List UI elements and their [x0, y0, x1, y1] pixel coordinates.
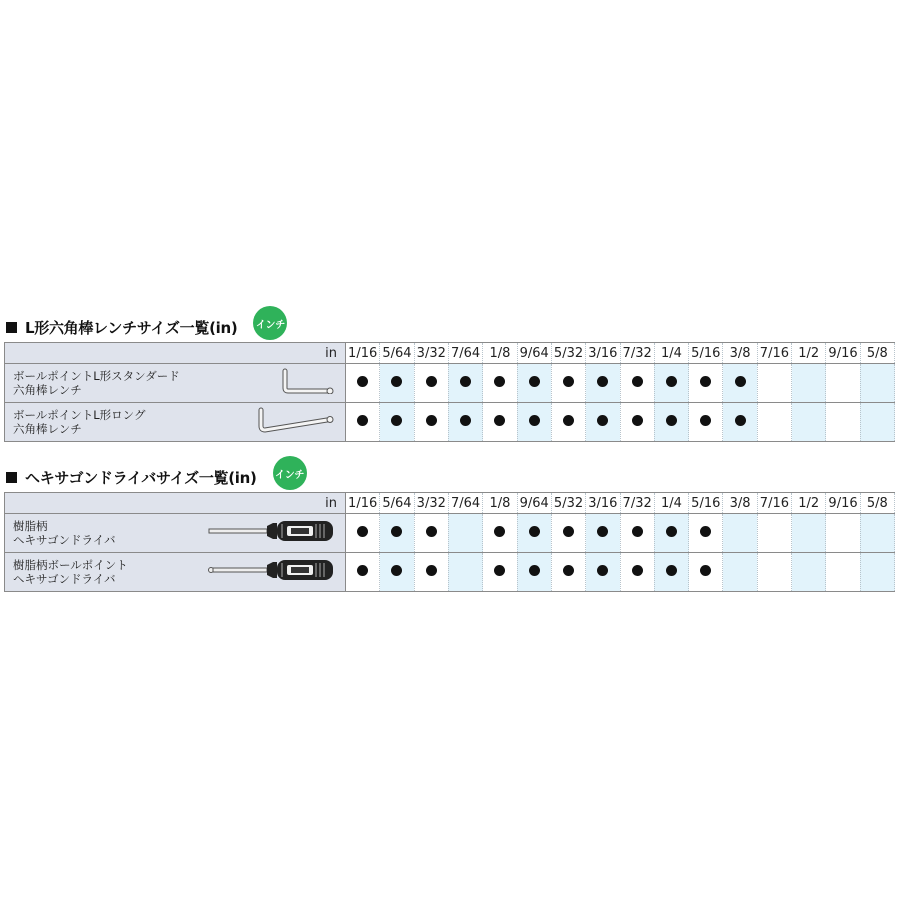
availability-cell	[346, 553, 380, 592]
availability-cell	[723, 553, 757, 592]
available-dot-icon	[597, 415, 608, 426]
availability-cell	[448, 553, 482, 592]
available-dot-icon	[666, 415, 677, 426]
size-header-cell: 9/64	[517, 493, 551, 514]
size-header-cell: 3/16	[586, 493, 620, 514]
product-row	[5, 364, 895, 403]
inch-badge: インチ	[273, 456, 307, 490]
product-name	[13, 519, 115, 547]
size-header-cell: 1/8	[483, 343, 517, 364]
product-name-line2: ヘキサゴンドライバ	[13, 572, 116, 586]
size-header-cell: 3/32	[414, 343, 448, 364]
size-header-cell: 7/16	[757, 493, 791, 514]
size-header-cell: 1/8	[483, 493, 517, 514]
size-table	[4, 342, 895, 442]
unit-label: in	[5, 343, 346, 364]
size-header-cell: 1/2	[792, 343, 826, 364]
available-dot-icon	[494, 415, 505, 426]
size-header-row	[5, 493, 895, 514]
section-title-text: L形六角棒レンチサイズ一覧(in)	[25, 318, 238, 337]
availability-cell	[723, 514, 757, 553]
size-header-cell: 7/64	[448, 493, 482, 514]
hex-screwdriver-icon	[207, 518, 337, 548]
availability-cell	[517, 403, 551, 442]
availability-cell	[586, 514, 620, 553]
available-dot-icon	[632, 526, 643, 537]
l-wrench-standard-icon	[279, 368, 337, 398]
size-header-cell: 1/4	[654, 343, 688, 364]
availability-cell	[689, 553, 723, 592]
square-bullet-icon	[6, 322, 17, 333]
availability-cell	[346, 364, 380, 403]
availability-cell	[517, 514, 551, 553]
available-dot-icon	[357, 526, 368, 537]
size-header-cell: 5/16	[689, 343, 723, 364]
product-name-line2: ヘキサゴンドライバ	[13, 533, 116, 547]
availability-cell	[448, 514, 482, 553]
size-header-cell: 1/16	[346, 343, 380, 364]
available-dot-icon	[563, 376, 574, 387]
product-name	[13, 558, 128, 586]
availability-cell	[654, 514, 688, 553]
available-dot-icon	[426, 526, 437, 537]
availability-cell	[654, 403, 688, 442]
product-name	[13, 369, 180, 397]
product-name-line2: 六角棒レンチ	[13, 383, 82, 397]
availability-cell	[414, 553, 448, 592]
size-header-cell: 9/16	[826, 343, 860, 364]
availability-cell	[380, 514, 414, 553]
size-header-cell: 1/16	[346, 493, 380, 514]
product-name-line1: 樹脂柄	[13, 519, 48, 533]
availability-cell	[792, 514, 826, 553]
available-dot-icon	[529, 376, 540, 387]
availability-cell	[346, 403, 380, 442]
size-header-cell: 5/16	[689, 493, 723, 514]
availability-cell	[757, 403, 791, 442]
available-dot-icon	[700, 415, 711, 426]
availability-cell	[723, 364, 757, 403]
size-header-cell: 3/32	[414, 493, 448, 514]
availability-cell	[483, 364, 517, 403]
available-dot-icon	[563, 565, 574, 576]
availability-cell	[620, 514, 654, 553]
available-dot-icon	[357, 376, 368, 387]
available-dot-icon	[597, 376, 608, 387]
available-dot-icon	[426, 565, 437, 576]
size-header-cell: 7/32	[620, 493, 654, 514]
size-header-row	[5, 343, 895, 364]
size-header-cell: 5/64	[380, 343, 414, 364]
availability-cell	[792, 403, 826, 442]
product-label-cell	[5, 364, 346, 403]
unit-label: in	[5, 493, 346, 514]
availability-cell	[448, 403, 482, 442]
product-row	[5, 553, 895, 592]
availability-cell	[689, 403, 723, 442]
available-dot-icon	[529, 526, 540, 537]
availability-cell	[551, 514, 585, 553]
availability-cell	[860, 553, 894, 592]
product-row	[5, 514, 895, 553]
l-wrench-long-icon	[255, 406, 337, 438]
size-header-cell: 5/32	[551, 493, 585, 514]
inch-badge: インチ	[253, 306, 287, 340]
availability-cell	[620, 364, 654, 403]
product-name-line1: ボールポイントL形ロング	[13, 408, 146, 422]
available-dot-icon	[494, 526, 505, 537]
availability-cell	[792, 553, 826, 592]
available-dot-icon	[666, 376, 677, 387]
availability-cell	[346, 514, 380, 553]
availability-cell	[414, 514, 448, 553]
availability-cell	[448, 364, 482, 403]
availability-cell	[826, 514, 860, 553]
availability-cell	[380, 553, 414, 592]
availability-cell	[586, 364, 620, 403]
size-header-cell: 3/8	[723, 343, 757, 364]
section-title	[4, 462, 895, 492]
availability-cell	[860, 364, 894, 403]
available-dot-icon	[632, 376, 643, 387]
availability-cell	[620, 553, 654, 592]
available-dot-icon	[529, 415, 540, 426]
size-table	[4, 492, 895, 592]
available-dot-icon	[494, 376, 505, 387]
product-label-cell	[5, 553, 346, 592]
availability-cell	[551, 553, 585, 592]
available-dot-icon	[357, 415, 368, 426]
availability-cell	[757, 514, 791, 553]
availability-cell	[380, 403, 414, 442]
size-header-cell: 9/16	[826, 493, 860, 514]
available-dot-icon	[460, 376, 471, 387]
availability-cell	[483, 553, 517, 592]
availability-cell	[792, 364, 826, 403]
size-header-cell: 7/32	[620, 343, 654, 364]
available-dot-icon	[700, 526, 711, 537]
availability-cell	[757, 364, 791, 403]
available-dot-icon	[700, 565, 711, 576]
available-dot-icon	[563, 415, 574, 426]
availability-cell	[860, 514, 894, 553]
availability-cell	[826, 403, 860, 442]
available-dot-icon	[735, 376, 746, 387]
availability-cell	[551, 364, 585, 403]
product-label-cell	[5, 403, 346, 442]
available-dot-icon	[391, 565, 402, 576]
hex-screwdriver-ball-icon	[207, 557, 337, 587]
available-dot-icon	[735, 415, 746, 426]
available-dot-icon	[426, 376, 437, 387]
available-dot-icon	[391, 526, 402, 537]
available-dot-icon	[666, 526, 677, 537]
availability-cell	[380, 364, 414, 403]
size-header-cell: 7/64	[448, 343, 482, 364]
section-title	[4, 312, 895, 342]
availability-cell	[689, 364, 723, 403]
availability-cell	[723, 403, 757, 442]
availability-cell	[826, 364, 860, 403]
size-header-cell: 7/16	[757, 343, 791, 364]
availability-cell	[586, 403, 620, 442]
available-dot-icon	[391, 376, 402, 387]
availability-cell	[517, 364, 551, 403]
size-header-cell: 3/16	[586, 343, 620, 364]
availability-cell	[483, 514, 517, 553]
available-dot-icon	[597, 526, 608, 537]
availability-cell	[860, 403, 894, 442]
product-name-line1: 樹脂柄ボールポイント	[13, 558, 128, 572]
availability-cell	[414, 403, 448, 442]
availability-cell	[517, 553, 551, 592]
available-dot-icon	[666, 565, 677, 576]
product-row	[5, 403, 895, 442]
available-dot-icon	[563, 526, 574, 537]
available-dot-icon	[391, 415, 402, 426]
size-header-cell: 5/8	[860, 343, 894, 364]
availability-cell	[654, 553, 688, 592]
l-wrench-size-section	[4, 312, 895, 442]
size-header-cell: 1/4	[654, 493, 688, 514]
size-header-cell: 3/8	[723, 493, 757, 514]
availability-cell	[483, 403, 517, 442]
size-header-cell: 5/32	[551, 343, 585, 364]
availability-cell	[620, 403, 654, 442]
availability-cell	[826, 553, 860, 592]
square-bullet-icon	[6, 472, 17, 483]
available-dot-icon	[494, 565, 505, 576]
size-header-cell: 1/2	[792, 493, 826, 514]
product-label-cell	[5, 514, 346, 553]
section-title-text: ヘキサゴンドライバサイズ一覧(in)	[25, 468, 257, 487]
available-dot-icon	[426, 415, 437, 426]
availability-cell	[551, 403, 585, 442]
product-name-line1: ボールポイントL形スタンダード	[13, 369, 180, 383]
available-dot-icon	[460, 415, 471, 426]
available-dot-icon	[632, 415, 643, 426]
product-name-line2: 六角棒レンチ	[13, 422, 82, 436]
availability-cell	[757, 553, 791, 592]
product-name	[13, 408, 145, 436]
size-header-cell: 5/8	[860, 493, 894, 514]
available-dot-icon	[529, 565, 540, 576]
availability-cell	[586, 553, 620, 592]
hex-driver-size-section	[4, 462, 895, 592]
size-header-cell: 5/64	[380, 493, 414, 514]
size-header-cell: 9/64	[517, 343, 551, 364]
available-dot-icon	[597, 565, 608, 576]
availability-cell	[414, 364, 448, 403]
available-dot-icon	[700, 376, 711, 387]
availability-cell	[689, 514, 723, 553]
available-dot-icon	[632, 565, 643, 576]
available-dot-icon	[357, 565, 368, 576]
availability-cell	[654, 364, 688, 403]
